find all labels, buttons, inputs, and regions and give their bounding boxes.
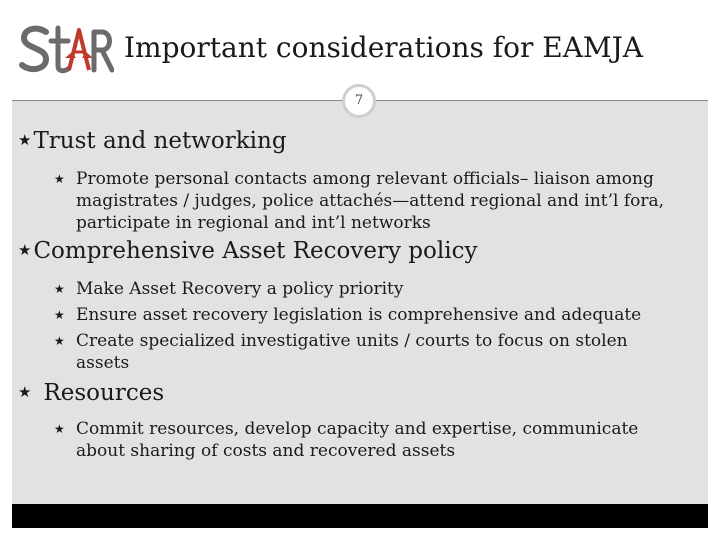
list-item-text: Make Asset Recovery a policy priority [76, 279, 404, 299]
star-logo-graphic [18, 22, 114, 78]
star-icon: ★ [54, 422, 65, 436]
list-item [54, 418, 666, 462]
section-heading-text: Resources [43, 380, 165, 406]
section-heading-policy [18, 238, 477, 264]
star-icon: ★ [18, 383, 32, 401]
page-title: Important considerations for EAMJA [124, 31, 644, 64]
bottom-bar [12, 504, 708, 528]
list-item-text: Ensure asset recovery legislation is comprehensive and adequate [76, 305, 642, 325]
star-icon: ★ [54, 308, 65, 322]
section-heading-trust [18, 128, 287, 154]
star-icon: ★ [54, 334, 65, 348]
list-item [54, 278, 404, 300]
slide-number-badge: 7 [342, 84, 376, 118]
list-item-text: Promote personal contacts among relevant officials– liaison among magistrates / judges, police attachés—attend regional and int’l fora, participate in regional and int’l networks [76, 169, 665, 233]
section-heading-text: Comprehensive Asset Recovery policy [33, 238, 478, 264]
star-icon: ★ [54, 282, 65, 296]
section-heading-text: Trust and networking [33, 128, 287, 154]
list-item [54, 330, 646, 374]
star-icon: ★ [54, 172, 65, 186]
section-heading-resources [18, 380, 164, 406]
list-item [54, 304, 642, 326]
star-icon: ★ [18, 241, 32, 259]
list-item [54, 168, 686, 234]
list-item-text: Commit resources, develop capacity and expertise, communicate about sharing of costs and recovered assets [76, 419, 639, 461]
star-icon: ★ [18, 131, 32, 149]
star-logo [18, 22, 114, 78]
list-item-text: Create specialized investigative units / courts to focus on stolen assets [76, 331, 628, 373]
